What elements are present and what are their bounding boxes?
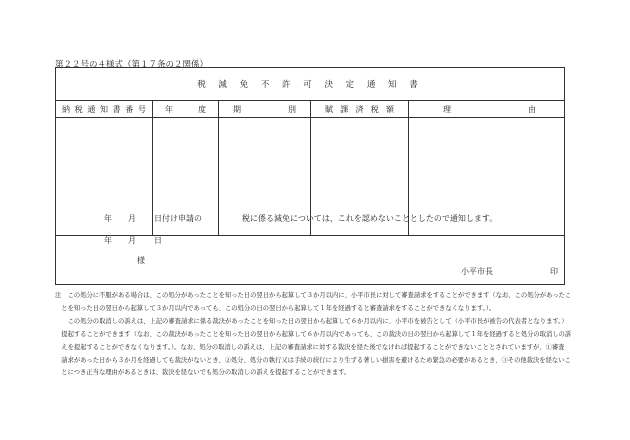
application-year: 年 bbox=[104, 214, 112, 223]
column-header: 年 度 bbox=[153, 101, 218, 118]
note-line: この処分の取消しの訴えは、上記の審査請求に係る裁決があったことを知った日の翌日から起算して６か月以内に、小平市を被告として（小平市長が被告の代表者となります。） bbox=[55, 317, 568, 325]
application-date-suffix: 日付け申請の bbox=[154, 214, 202, 223]
addressee-honorific: 様 bbox=[137, 256, 145, 265]
column-header: 期 別 bbox=[219, 101, 310, 118]
issuer-name: 小平市長 bbox=[461, 267, 493, 276]
notice-title: 税 減 免 不 許 可 決 定 通 知 書 bbox=[56, 68, 564, 101]
column-header: 賦 課 済 税 額 bbox=[311, 101, 408, 118]
decision-message: 税に係る減免については、これを認めないこととしたので通知します。 bbox=[242, 214, 498, 223]
note-line: 注 この処分に不服がある場合は、この処分があったことを知った日の翌日から起算して３か月以内に、小平市長に対して審査請求をすることができます（なお、この処分があったこ bbox=[55, 292, 572, 299]
notes-section bbox=[55, 290, 572, 380]
seal-mark: 印 bbox=[550, 267, 558, 276]
column-header: 納 税 通 知 書 番 号 bbox=[56, 101, 152, 118]
note-line: とにつき正当な理由があるときは、裁決を経ないでも処分の取消しの訴えを提起することができます。 bbox=[55, 369, 351, 377]
note-line: 提起することができます（なお、この裁決があったことを知った日の翌日から起算して６か月以内であっても、この裁決の日の翌日から起算して１年を経過すると処分の取消しの訴 bbox=[55, 330, 572, 338]
issue-year: 年 bbox=[104, 236, 112, 245]
note-line: 請求があった日から３か月を経過しても裁決がないとき、②処分、処分の執行又は手続の続行により生ずる著しい損害を避けるため緊急の必要があるとき、③その他裁決を経ないこ bbox=[55, 356, 571, 364]
issue-day: 日 bbox=[154, 236, 162, 245]
column-header: 理 由 bbox=[409, 101, 564, 118]
form-label: 第２２号の４様式（第１７条の２関係） bbox=[55, 60, 209, 70]
note-line: とを知った日の翌日から起算して３か月以内であっても、この処分の日の翌日から起算して１年を経過すると審査請求をすることができなくなります。）。 bbox=[55, 304, 496, 312]
notice-frame bbox=[55, 67, 565, 285]
issue-month: 月 bbox=[128, 236, 136, 245]
application-month: 月 bbox=[128, 214, 136, 223]
note-line: えを提起することができなくなります。）。なお、処分の取消しの訴えは、上記の審査請求に対する裁決を経た後でなければ提起することができないこととされていますが、①審査 bbox=[55, 343, 565, 351]
